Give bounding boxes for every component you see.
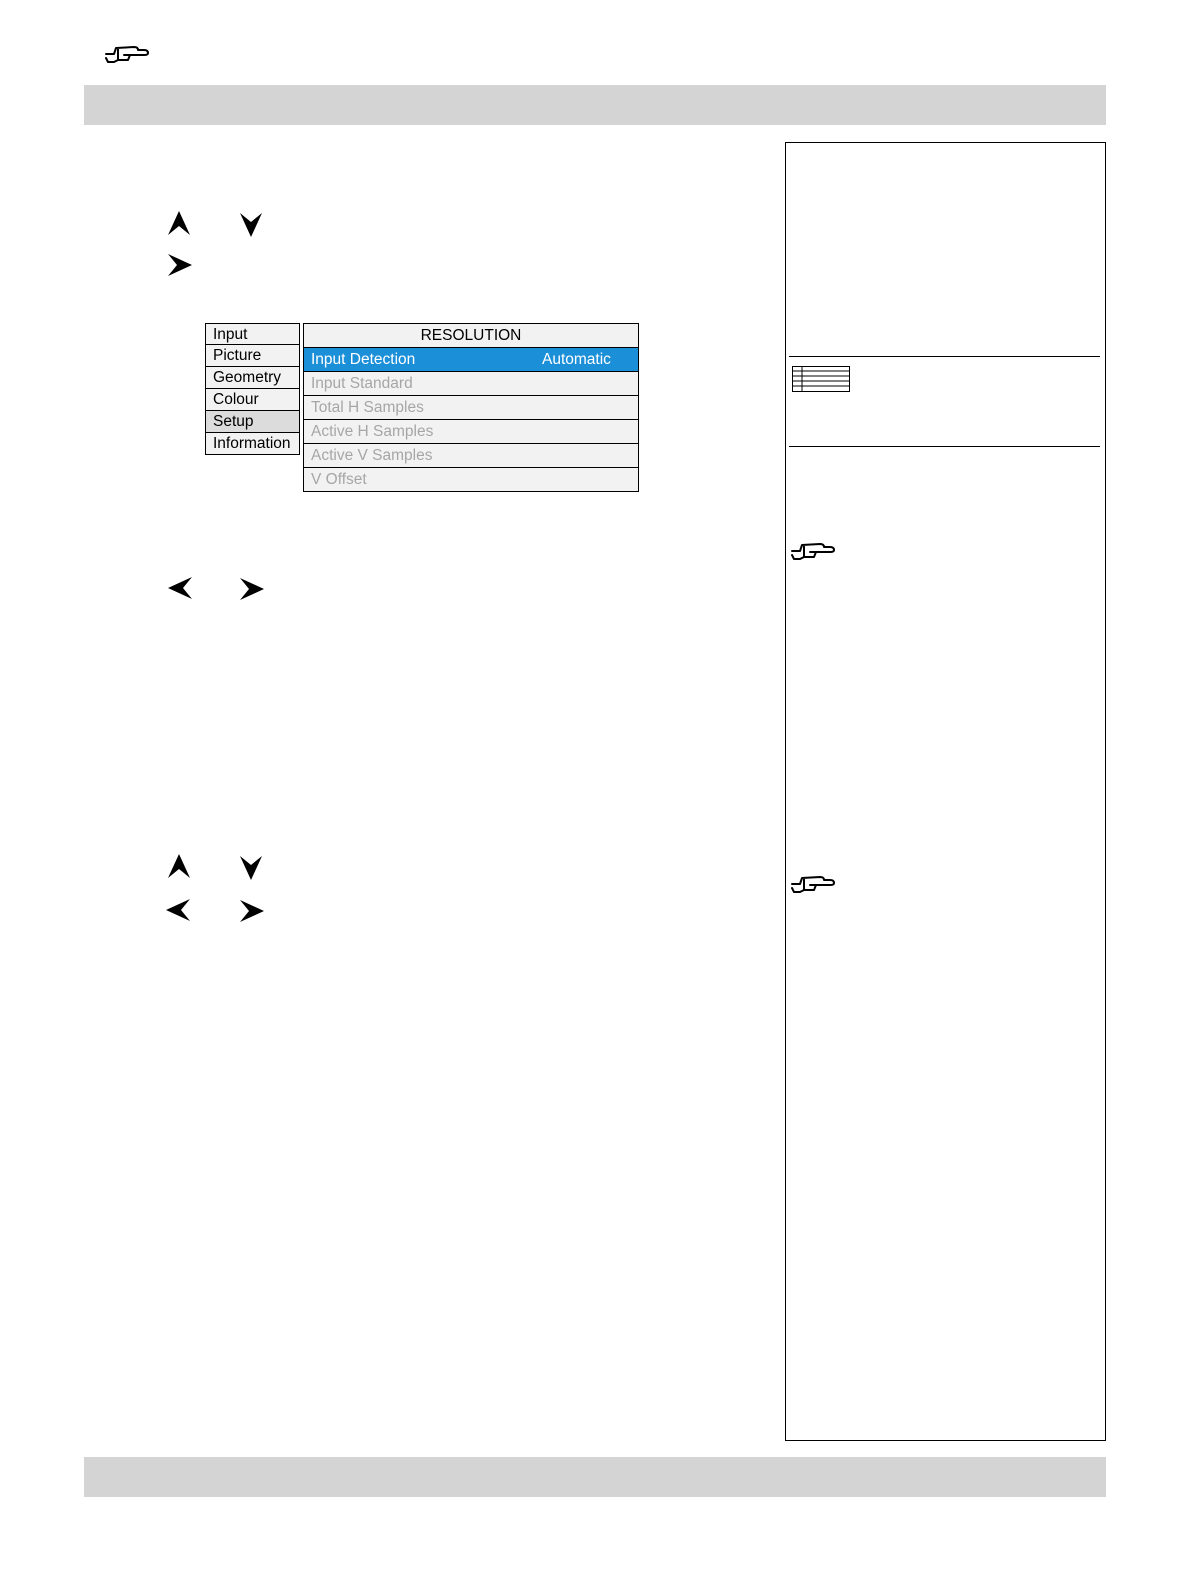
menu-category-geometry[interactable]: Geometry xyxy=(205,367,300,389)
down-arrow-icon xyxy=(240,856,262,880)
menu-categories xyxy=(205,323,300,455)
row-label: Total H Samples xyxy=(311,399,424,416)
menu-row-active-v-samples[interactable] xyxy=(304,444,638,468)
sidebar-panel xyxy=(785,142,1106,1441)
menu-row-active-h-samples[interactable] xyxy=(304,420,638,444)
menu-row-input-standard[interactable] xyxy=(304,372,638,396)
down-arrow-icon xyxy=(240,213,262,237)
menu-category-picture[interactable]: Picture xyxy=(205,345,300,367)
sidebar-divider xyxy=(789,446,1100,447)
menu-row-input-detection[interactable] xyxy=(304,348,638,372)
left-arrow-icon xyxy=(168,577,192,599)
menu-category-setup[interactable]: Setup xyxy=(205,411,300,433)
row-label: Input Standard xyxy=(311,375,413,392)
up-arrow-icon xyxy=(168,211,190,235)
pointing-hand-icon xyxy=(790,539,836,561)
menu-category-colour[interactable]: Colour xyxy=(205,389,300,411)
row-label: V Offset xyxy=(311,471,367,488)
right-arrow-icon xyxy=(168,254,192,276)
resolution-panel xyxy=(303,323,639,492)
sidebar-divider xyxy=(789,356,1100,357)
footer-band xyxy=(84,1457,1106,1497)
menu-category-input[interactable]: Input xyxy=(205,323,300,345)
row-label: Input Detection xyxy=(311,351,416,368)
menu-row-v-offset[interactable] xyxy=(304,468,638,491)
left-arrow-icon xyxy=(166,899,190,921)
menu-row-total-h-samples[interactable] xyxy=(304,396,638,420)
row-label: Active H Samples xyxy=(311,423,434,440)
panel-title: RESOLUTION xyxy=(304,324,638,348)
table-grid-icon xyxy=(792,366,850,392)
pointing-hand-icon xyxy=(104,42,150,64)
menu-category-information[interactable]: Information xyxy=(205,433,300,455)
pointing-hand-icon xyxy=(790,872,836,894)
row-label: Active V Samples xyxy=(311,447,433,464)
header-band xyxy=(84,85,1106,125)
right-arrow-icon xyxy=(240,900,264,922)
row-value: Automatic xyxy=(542,351,611,368)
right-arrow-icon xyxy=(240,578,264,600)
up-arrow-icon xyxy=(168,854,190,878)
